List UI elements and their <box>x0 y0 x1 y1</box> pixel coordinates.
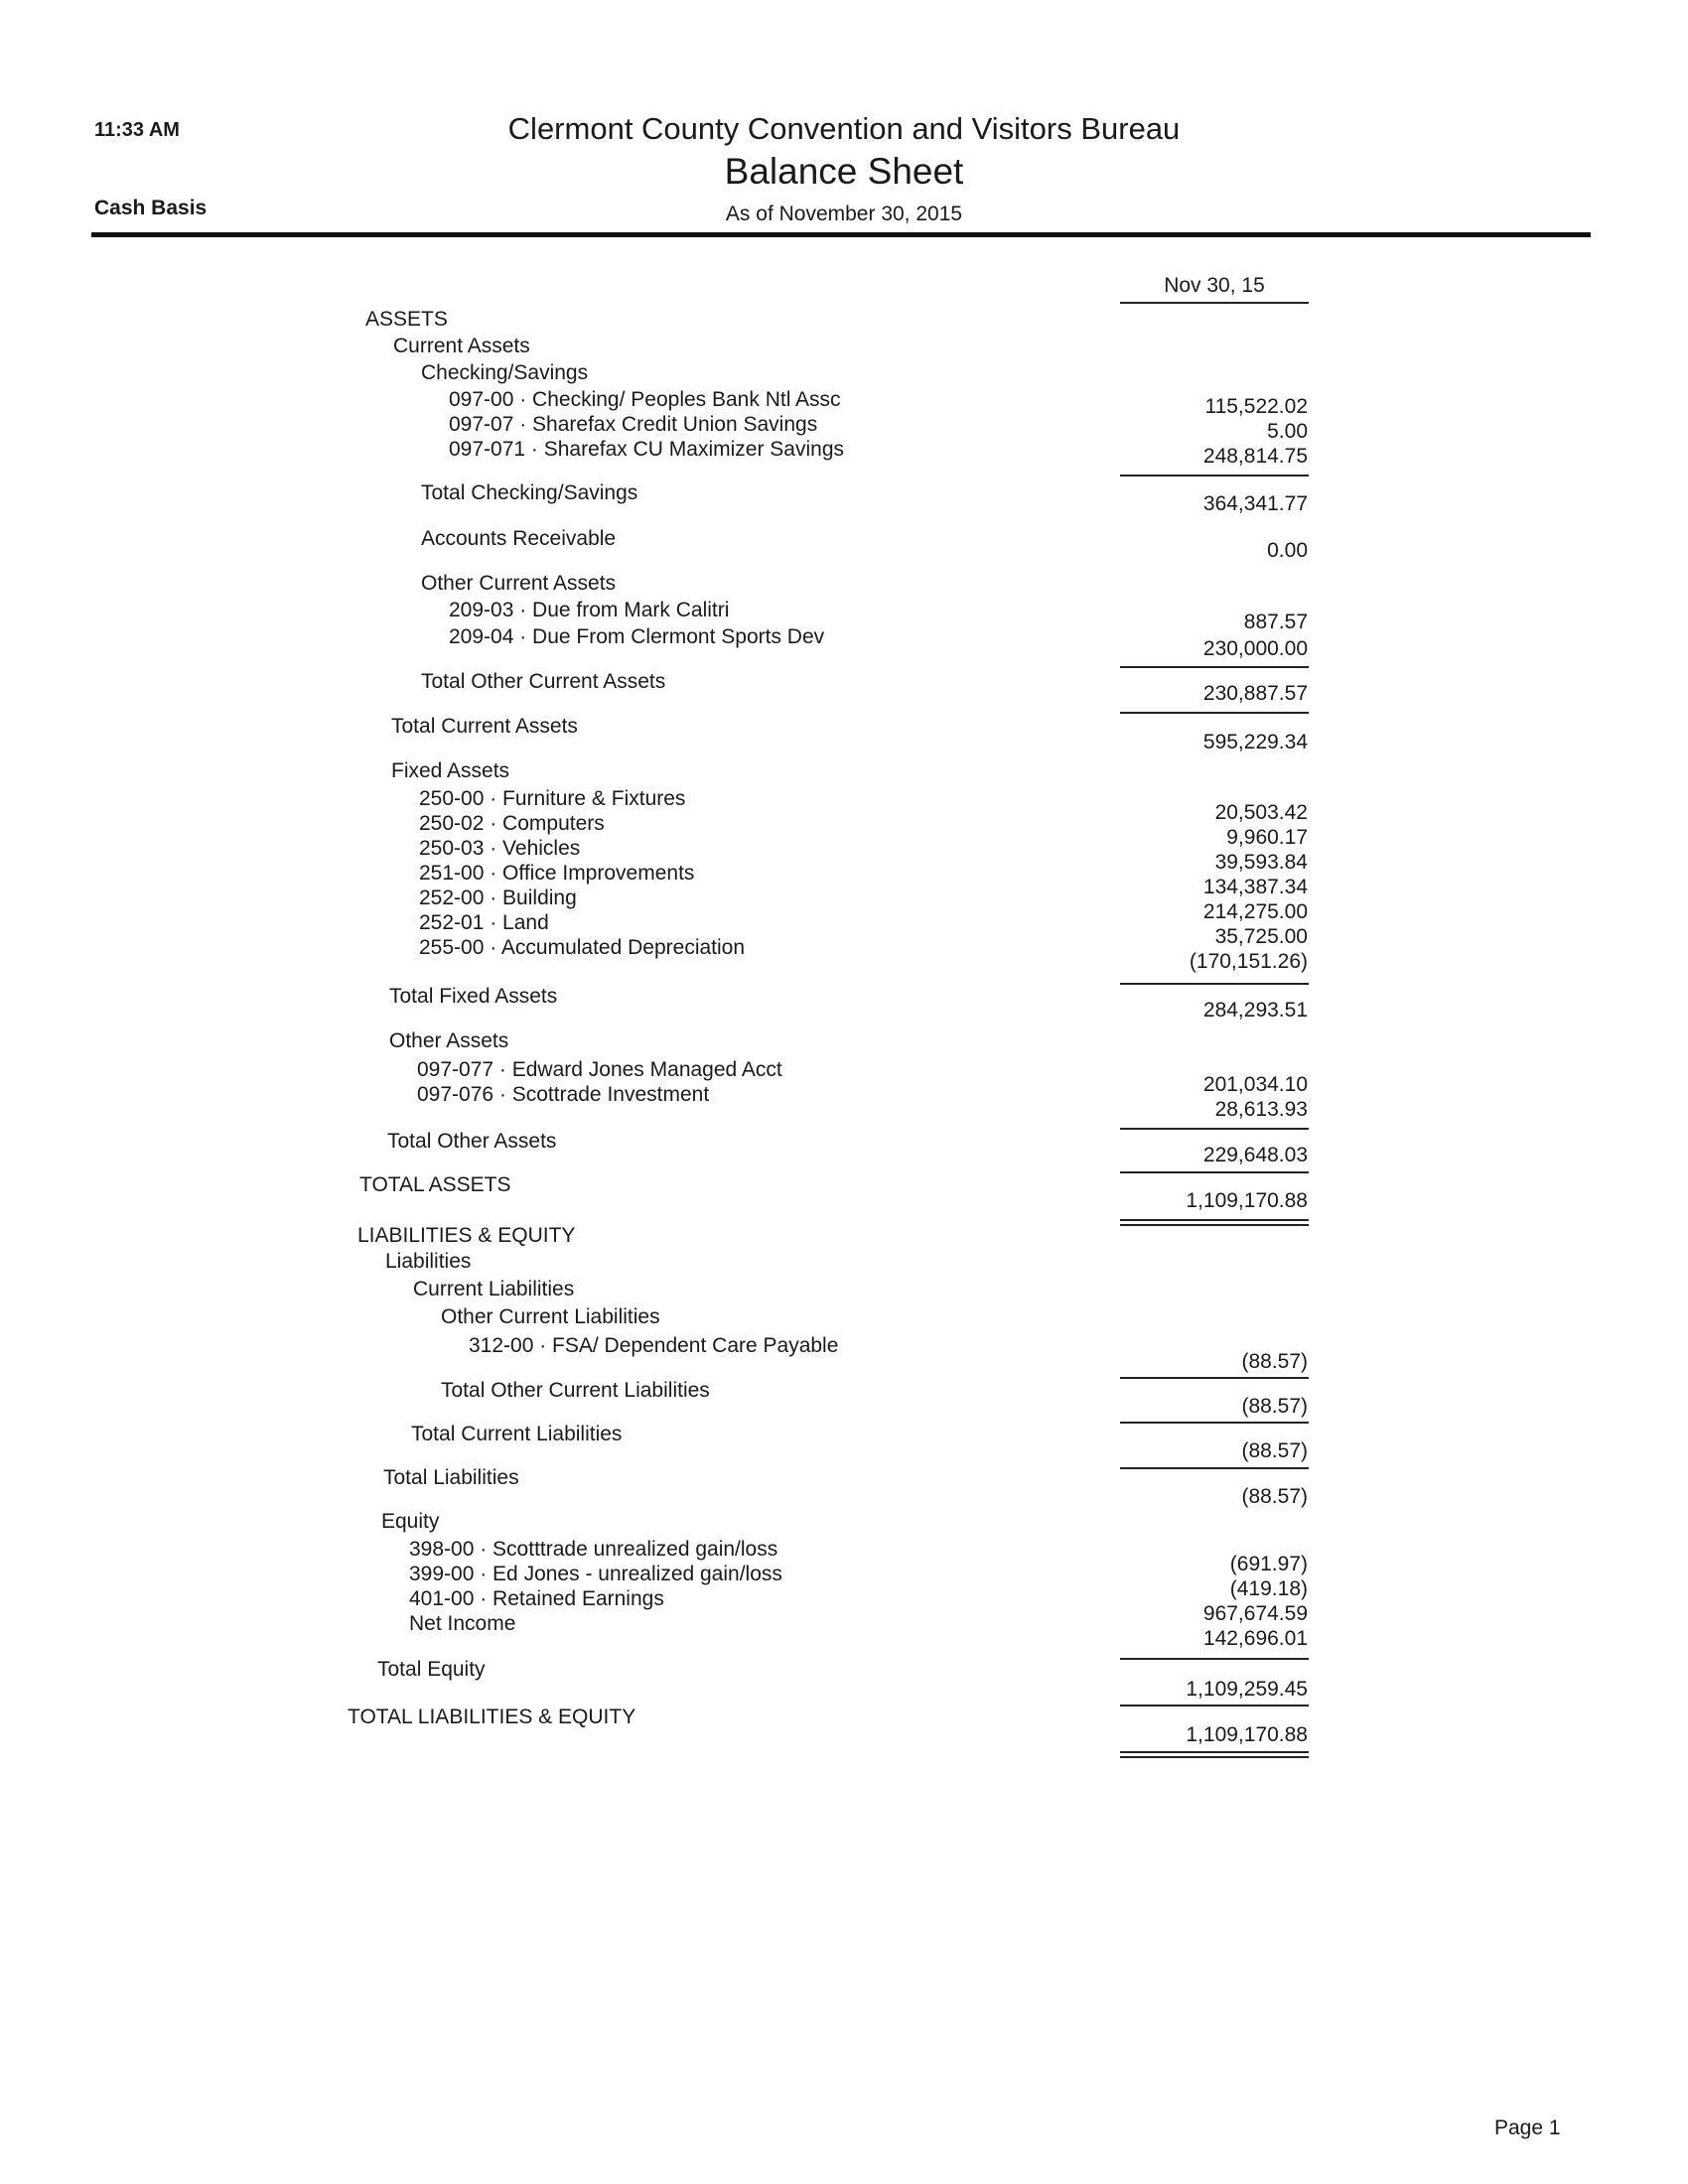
column-header-underline <box>1120 302 1309 304</box>
group-header-other-current-assets <box>0 572 1688 598</box>
line-label: 398-00 · Scotttrade unrealized gain/loss <box>409 1538 778 1561</box>
line-amount: 28,613.93 <box>1214 1098 1308 1121</box>
group-header-current-liabilities <box>0 1278 1688 1303</box>
account-row <box>0 625 1688 660</box>
line-amount: 20,503.42 <box>1214 801 1308 824</box>
line-label: TOTAL ASSETS <box>359 1173 511 1196</box>
line-label: Current Assets <box>393 335 530 357</box>
line-amount: 887.57 <box>1243 611 1308 633</box>
total-row-equity <box>0 1658 1688 1701</box>
line-amount: 214,275.00 <box>1202 900 1308 923</box>
line-amount: 595,229.34 <box>1202 731 1308 753</box>
line-label: TOTAL LIABILITIES & EQUITY <box>348 1706 636 1728</box>
line-amount: 229,648.03 <box>1202 1144 1308 1166</box>
account-row-accounts-receivable <box>0 527 1688 562</box>
line-amount: 35,725.00 <box>1214 925 1308 948</box>
line-label: Other Current Liabilities <box>441 1305 660 1328</box>
account-row <box>0 1334 1688 1373</box>
total-row-fixed-assets <box>0 985 1688 1022</box>
line-label: Total Equity <box>377 1658 486 1681</box>
account-row <box>0 599 1688 633</box>
line-amount: (691.97) <box>1229 1553 1308 1575</box>
report-date: As of November 30, 2015 <box>725 203 963 225</box>
line-amount: (88.57) <box>1241 1485 1308 1508</box>
line-amount: 5.00 <box>1267 420 1308 443</box>
line-amount: 967,674.59 <box>1202 1602 1308 1625</box>
line-label: 312-00 · FSA/ Dependent Care Payable <box>469 1334 839 1357</box>
line-label: 401-00 · Retained Earnings <box>409 1587 664 1610</box>
line-label: Total Other Current Assets <box>421 670 666 693</box>
group-header-other-current-liabilities <box>0 1305 1688 1331</box>
line-label: Total Liabilities <box>383 1466 519 1489</box>
line-label: 209-04 · Due From Clermont Sports Dev <box>449 625 825 648</box>
grand-total-assets <box>0 1173 1688 1212</box>
line-amount: (88.57) <box>1241 1350 1308 1373</box>
line-amount: 142,696.01 <box>1202 1627 1308 1650</box>
line-label: Total Other Current Liabilities <box>441 1379 710 1402</box>
line-amount: 201,034.10 <box>1202 1073 1308 1096</box>
account-row <box>0 438 1688 468</box>
line-label: Liabilities <box>385 1250 472 1273</box>
header-divider <box>91 232 1591 237</box>
line-label: 250-02 · Computers <box>419 812 605 835</box>
line-label: 097-07 · Sharefax Credit Union Savings <box>449 413 818 436</box>
line-amount: 1,109,170.88 <box>1186 1189 1308 1212</box>
line-label: Accounts Receivable <box>421 527 617 550</box>
line-label: ASSETS <box>365 308 448 331</box>
line-amount: 364,341.77 <box>1202 492 1308 515</box>
line-amount: 39,593.84 <box>1214 851 1308 874</box>
line-label: Total Fixed Assets <box>389 985 558 1008</box>
line-label: 252-00 · Building <box>419 887 577 909</box>
line-label: Equity <box>381 1510 440 1533</box>
line-label: 097-00 · Checking/ Peoples Bank Ntl Assc <box>449 388 841 411</box>
line-label: 097-071 · Sharefax CU Maximizer Savings <box>449 438 844 461</box>
line-label: Checking/Savings <box>421 361 589 384</box>
column-header: Nov 30, 15 <box>1164 274 1265 297</box>
line-label: 250-00 · Furniture & Fixtures <box>419 787 686 810</box>
line-amount: (170,151.26) <box>1189 950 1308 973</box>
total-row-liabilities <box>0 1466 1688 1508</box>
line-amount: 9,960.17 <box>1226 826 1308 849</box>
line-label: Net Income <box>409 1612 516 1635</box>
subtotal-rule <box>1120 475 1309 477</box>
report-title: Balance Sheet <box>724 151 964 192</box>
company-name: Clermont County Convention and Visitors Bureau <box>507 111 1181 146</box>
line-amount: 284,293.51 <box>1202 999 1308 1022</box>
line-label: 252-01 · Land <box>419 911 549 934</box>
line-amount: 248,814.75 <box>1202 445 1308 468</box>
grand-total-double-rule <box>1120 1751 1309 1758</box>
line-label: Fixed Assets <box>391 759 510 782</box>
grand-total-liabilities-equity <box>0 1706 1688 1746</box>
line-label: 209-03 · Due from Mark Calitri <box>449 599 730 621</box>
subtotal-rule <box>1120 712 1309 714</box>
section-header-liabilities-equity <box>0 1224 1688 1250</box>
line-label: Total Current Liabilities <box>411 1423 623 1445</box>
total-row-other-assets <box>0 1130 1688 1166</box>
line-amount: 115,522.02 <box>1204 395 1308 418</box>
group-header-equity <box>0 1510 1688 1536</box>
account-row <box>0 413 1688 443</box>
line-label: Total Other Assets <box>387 1130 557 1153</box>
total-row-current-assets <box>0 715 1688 753</box>
group-header-checking-savings <box>0 361 1688 387</box>
line-label: 255-00 · Accumulated Depreciation <box>419 936 746 959</box>
page-number: Page 1 <box>1494 2116 1561 2139</box>
account-row <box>0 388 1688 418</box>
line-label: LIABILITIES & EQUITY <box>357 1224 576 1247</box>
group-header-current-assets <box>0 335 1688 360</box>
group-header-fixed-assets <box>0 759 1688 785</box>
total-row-other-current-assets <box>0 670 1688 705</box>
account-row-net-income <box>0 1612 1688 1650</box>
total-row-current-liabilities <box>0 1423 1688 1462</box>
line-label: Total Checking/Savings <box>421 481 638 504</box>
account-row <box>0 936 1688 973</box>
line-label: 399-00 · Ed Jones - unrealized gain/loss <box>409 1563 782 1585</box>
report-time: 11:33 AM <box>94 119 180 141</box>
line-label: 097-076 · Scottrade Investment <box>417 1083 710 1106</box>
line-label: Other Assets <box>389 1029 509 1052</box>
line-amount: 1,109,259.45 <box>1186 1678 1308 1701</box>
line-amount: 134,387.34 <box>1202 876 1308 898</box>
line-amount: (419.18) <box>1229 1577 1308 1600</box>
line-amount: 230,000.00 <box>1202 637 1308 660</box>
section-header-assets <box>0 308 1688 334</box>
line-label: Total Current Assets <box>391 715 578 738</box>
group-header-other-assets <box>0 1029 1688 1055</box>
line-label: 251-00 · Office Improvements <box>419 862 695 885</box>
line-amount: 230,887.57 <box>1202 682 1308 705</box>
account-row <box>0 1083 1688 1121</box>
line-label: 250-03 · Vehicles <box>419 837 581 860</box>
total-row-other-current-liabilities <box>0 1379 1688 1418</box>
line-amount: 0.00 <box>1267 539 1308 562</box>
report-basis: Cash Basis <box>94 197 208 219</box>
line-label: Other Current Assets <box>421 572 617 595</box>
group-header-liabilities <box>0 1250 1688 1276</box>
line-amount: 1,109,170.88 <box>1186 1723 1308 1746</box>
line-label: Current Liabilities <box>413 1278 575 1300</box>
total-row-checking-savings <box>0 481 1688 515</box>
line-amount: (88.57) <box>1241 1439 1308 1462</box>
line-label: 097-077 · Edward Jones Managed Acct <box>417 1058 782 1081</box>
subtotal-rule <box>1120 666 1309 668</box>
line-amount: (88.57) <box>1241 1395 1308 1418</box>
